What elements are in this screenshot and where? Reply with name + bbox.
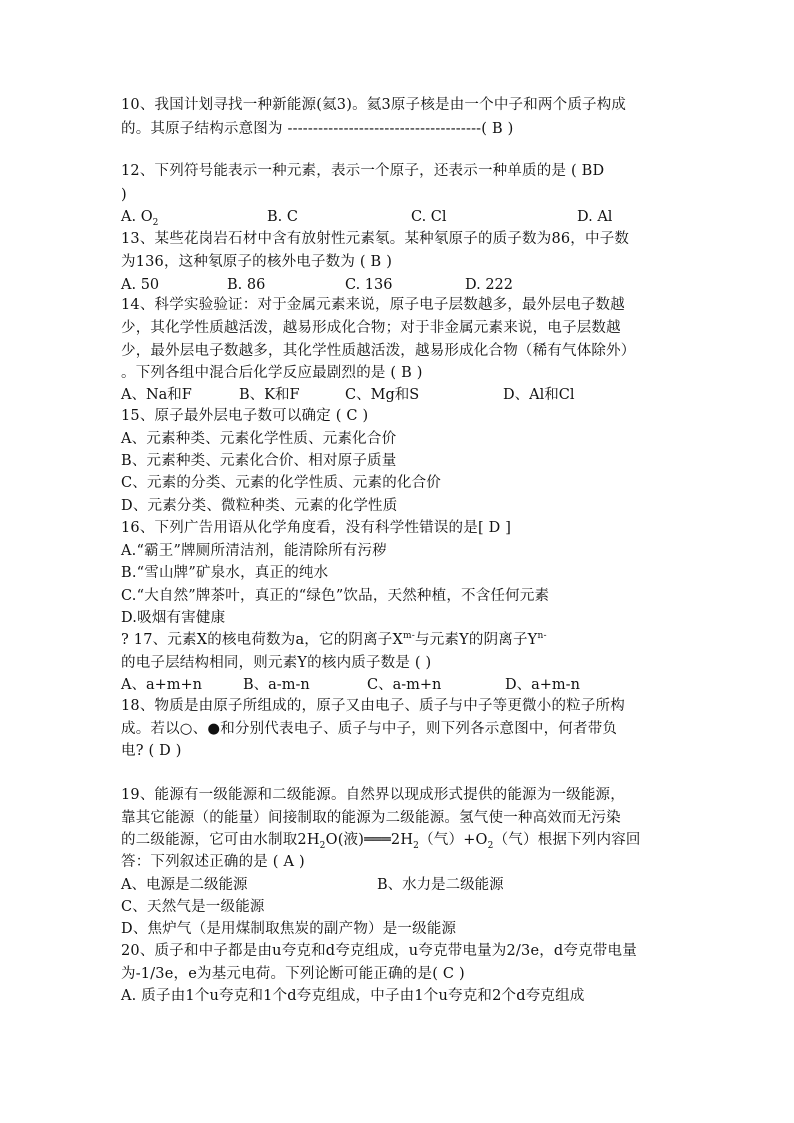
q19-option-a: A、电源是二级能源	[121, 877, 248, 893]
q19-line-1: 19、能源有一级能源和二级能源。自然界以现成形式提供的能源为一级能源，	[121, 787, 625, 803]
q13-option-a: A. 50	[121, 277, 160, 293]
q15-option-d: D、元素分类、微粒种类、元素的化学性质	[121, 498, 398, 514]
q14-option-b: B、K和F	[239, 387, 300, 403]
q17-option-b: B、a-m-n	[243, 677, 310, 693]
q20-option-a: A. 质子由1个u夸克和1个d夸克组成，中子由1个u夸克和2个d夸克组成	[121, 988, 585, 1004]
q19-option-d: D、焦炉气（是用煤制取焦炭的副产物）是一级能源	[121, 921, 457, 937]
q18-line-2: 成。若以○、●和分别代表电子、质子与中子，则下列各示意图中，何者带负	[121, 721, 618, 737]
q13-options	[121, 276, 681, 294]
q16-line-1: 16、下列广告用语从化学角度看，没有科学性错误的是[ D ]	[121, 520, 512, 536]
q12-option-c: C. Cl	[411, 209, 447, 225]
q18-line-1: 18、物质是由原子所组成的，原子又由电子、质子与中子等更微小的粒子所构	[121, 698, 625, 714]
q14-line-1: 14、科学实验验证：对于金属元素来说，原子电子层数越多，最外层电子数越	[121, 297, 625, 313]
q19-option-c: C、天然气是一级能源	[121, 899, 265, 915]
q16-option-d: D.吸烟有害健康	[121, 610, 226, 626]
q19-options-ab	[121, 876, 681, 894]
q17-options	[121, 676, 681, 694]
q12-option-d: D. Al	[577, 209, 613, 225]
q20-line-1: 20、质子和中子都是由u夸克和d夸克组成，u夸克带电量为2/3e，d夸克带电量	[121, 943, 637, 959]
q12-option-b: B. C	[267, 209, 298, 225]
q16-option-b: B.“雪山牌”矿泉水，真正的纯水	[121, 565, 329, 581]
q13-option-d: D. 222	[465, 277, 514, 293]
q14-option-a: A、Na和F	[121, 387, 192, 403]
q12-options	[121, 208, 681, 226]
q15-option-c: C、元素的分类、元素的化学性质、元素的化合价	[121, 475, 441, 491]
q15-option-a: A、元素种类、元素化学性质、元素化合价	[121, 431, 397, 447]
q20-line-2: 为-1/3e，e为基元电荷。下列论断可能正确的是( C )	[121, 966, 465, 982]
q12-option-a: A. $O_2$	[121, 209, 159, 228]
q18-line-3: 电? ( D )	[121, 743, 182, 759]
q14-options	[121, 386, 681, 404]
q17-option-a: A、a+m+n	[121, 677, 203, 693]
q12-line-2: )	[121, 187, 127, 203]
q13-option-c: C. 136	[345, 277, 393, 293]
q19-option-b: B、水力是二级能源	[377, 877, 504, 893]
q16-option-c: C.“大自然”牌茶叶，真正的“绿色”饮品，天然种植，不含任何元素	[121, 588, 550, 604]
q15-line-1: 15、原子最外层电子数可以确定 ( C )	[121, 408, 369, 424]
q13-line-2: 为136，这种氡原子的核外电子数为 ( B )	[121, 254, 393, 270]
q19-line-2: 靠其它能源（的能量）间接制取的能源为二级能源。氢气使一种高效而无污染	[121, 810, 621, 826]
q13-option-b: B. 86	[227, 277, 266, 293]
q14-line-2: 少，其化学性质越活泼，越易形成化合物；对于非金属元素来说，电子层数越	[121, 320, 621, 336]
q19-line-3: 的二级能源，它可由水制取$2H_2O$(液)$═══2H_2$（气）$+O_2$（气）根据下列内容回	[121, 832, 641, 851]
q12-line-1: 12、下列符号能表示一种元素，表示一个原子，还表示一种单质的是 ( BD	[121, 163, 605, 179]
q16-option-a: A.“霸王”牌厕所清洁剂，能清除所有污秽	[121, 543, 387, 559]
q10-line-2: 的。其原子结构示意图为 --------------------------------------( B )	[121, 121, 514, 137]
q17-option-c: C、a-m+n	[367, 677, 442, 693]
q13-line-1: 13、某些花岗岩石材中含有放射性元素氡。某种氡原子的质子数为86，中子数	[121, 231, 630, 247]
q10-line-1: 10、我国计划寻找一种新能源(氦3)。氦3原子核是由一个中子和两个质子构成	[121, 97, 627, 113]
q14-option-d: D、Al和Cl	[503, 387, 575, 403]
q14-option-c: C、Mg和S	[345, 387, 420, 403]
q17-option-d: D、a+m-n	[505, 677, 580, 693]
q15-option-b: B、元素种类、元素化合价、相对原子质量	[121, 453, 397, 469]
q17-line-1: ? 17、元素X的核电荷数为a，它的阴离子$X^{m-}$与元素Y的阴离子$Y^{n-}$	[121, 631, 547, 648]
q14-line-3: 少，最外层电子数越多，其化学性质越活泼，越易形成化合物（稀有气体除外）	[121, 343, 636, 359]
q14-line-4: 。下列各组中混合后化学反应最剧烈的是 ( B )	[121, 365, 423, 381]
q19-line-4: 答：下列叙述正确的是 ( A )	[121, 854, 305, 870]
q17-line-2: 的电子层结构相同，则元素Y的核内质子数是 ( )	[121, 655, 432, 671]
